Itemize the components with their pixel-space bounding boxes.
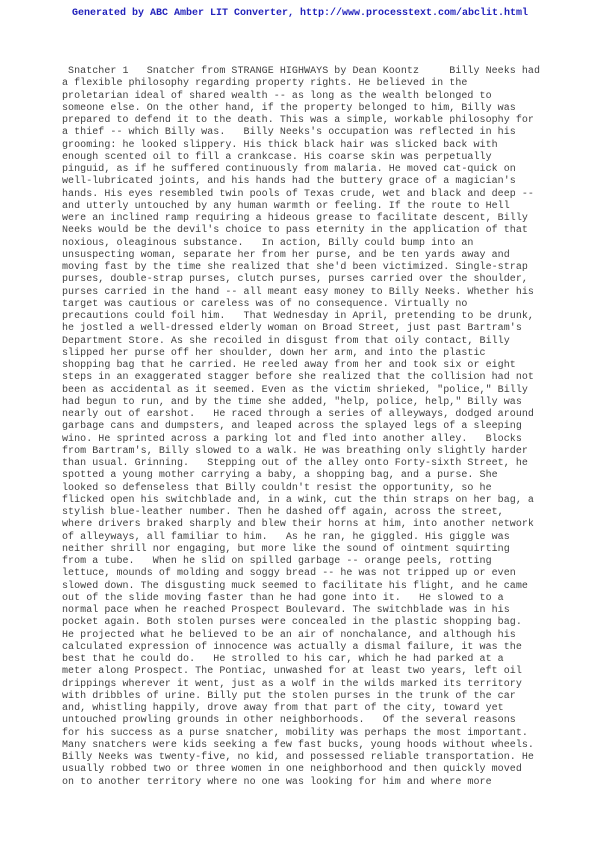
text-line: well-lubricated joints, and his hands had the buttery grace of a magician's xyxy=(62,176,516,188)
text-line: and, whistling happily, drove away from that part of the city, toward yet xyxy=(62,703,504,714)
text-line: from a tube. When he slid on spilled garbage -- orange peels, rotting xyxy=(62,556,492,567)
text-line: of alleyways, all familiar to him. As he ran, he giggled. His giggle was xyxy=(62,531,510,543)
text-line: Snatcher 1 Snatcher from STRANGE HIGHWAYS by Dean Koontz Billy Neeks had xyxy=(62,66,541,77)
text-line: noxious, oleaginous substance. In action, Billy could bump into an xyxy=(62,237,474,249)
text-line: nearly out of earshot. He raced through a series of alleyways, dodged around xyxy=(62,409,534,420)
text-line: spotted a young mother carrying a baby, a shopping bag, and a purse. She xyxy=(62,470,498,482)
text-line: meter along Prospect. The Pontiac, unwashed for at least two years, left oil xyxy=(62,666,522,678)
text-line: someone else. On the other hand, if the property belonged to him, Billy was xyxy=(62,102,516,114)
text-line: pinguid, as if he suffered continuously from malaria. He moved cat-quick on xyxy=(62,164,516,175)
text-line: best that he could do. He strolled to his car, which he had parked at a xyxy=(62,654,504,665)
text-line: stylish blue-leather number. Then he dashed off again, across the street, xyxy=(62,507,504,518)
text-line: and utterly untouched by any human warmth or feeling. If the route to Hell xyxy=(62,200,510,212)
text-line: slowed down. The disgusting muck seemed to facilitate his flight, and he came xyxy=(62,580,528,592)
text-line: had begun to run, and by the time she added, "help, police, help," Billy was xyxy=(62,396,522,408)
text-line: precautions could foil him. That Wednesday in April, pretending to be drunk, xyxy=(62,311,534,322)
text-line: on to another territory where no one was looking for him and where more xyxy=(62,776,492,788)
text-line: Billy Neeks was twenty-five, no kid, and possessed reliable transportation. He xyxy=(62,752,534,763)
text-line: Department Store. As she recoiled in disgust from that oily contact, Billy xyxy=(62,335,510,347)
text-line: flicked open his switchblade and, in a wink, cut the thin straps on her bag, a xyxy=(62,494,534,506)
text-line: he jostled a well-dressed elderly woman on Broad Street, just past Bartram's xyxy=(62,323,522,335)
text-line: with dribbles of urine. Billy put the stolen purses in the trunk of the car xyxy=(62,690,516,702)
text-line: steps in an exaggerated stagger before she realized that the collision had not xyxy=(62,372,534,384)
text-line: for his success as a purse snatcher, mobility was perhaps the most important. xyxy=(62,727,528,739)
text-line: Many snatchers were kids seeking a few fast bucks, young hoods without wheels. xyxy=(62,739,534,751)
text-line: shopping bag that he carried. He reeled away from her and took six or eight xyxy=(62,360,516,371)
text-line: pocket again. Both stolen purses were concealed in the plastic shopping bag. xyxy=(62,617,522,629)
text-line: calculated expression of innocence was actually a dismal failure, it was the xyxy=(62,641,522,653)
text-line: neither shrill nor engaging, but more like the sound of ointment squirting xyxy=(62,543,510,555)
text-line: target was cautious or careless was of no consequence. Virtually no xyxy=(62,298,468,310)
text-line: wino. He sprinted across a parking lot and fled into another alley. Blocks xyxy=(62,433,522,445)
text-line: Neeks would be the devil's choice to pass eternity in the application of that xyxy=(62,225,528,237)
text-line: garbage cans and dumpsters, and leaped across the splayed legs of a sleeping xyxy=(62,421,522,433)
text-line: purses, double-strap purses, clutch purses, purses carried over the shoulder, xyxy=(62,274,528,286)
text-line: out of the slide moving faster than he had gone into it. He slowed to a xyxy=(62,592,504,604)
text-line: than usual. Grinning. Stepping out of the alley onto Forty-sixth Street, he xyxy=(62,458,528,469)
text-line: from Bartram's, Billy slowed to a walk. He was breathing only slightly harder xyxy=(62,445,528,457)
text-line: untouched prowling grounds in other neighborhoods. Of the several reasons xyxy=(62,715,516,727)
text-line: where drivers braked sharply and blew their horns at him, into another network xyxy=(62,519,534,531)
text-line: lettuce, mounds of molding and soggy bread -- he was not tripped up or even xyxy=(62,568,516,580)
text-line: usually robbed two or three women in one neighborhood and then quickly moved xyxy=(62,764,522,776)
text-line: were an inclined ramp requiring a hideous grease to facilitate descent, Billy xyxy=(62,213,528,224)
text-line: hands. His eyes resembled twin pools of Texas crude, wet and black and deep -- xyxy=(62,188,534,200)
text-line: drippings wherever it went, just as a wolf in the wilds marked its territory xyxy=(62,678,522,690)
text-line: looked so defenseless that Billy couldn't resist the opportunity, so he xyxy=(62,482,492,494)
text-line: unsuspecting woman, separate her from her purse, and be ten yards away and xyxy=(62,249,510,261)
text-line: grooming: he looked slippery. His thick black hair was slicked back with xyxy=(62,139,498,151)
text-line: a thief -- which Billy was. Billy Neeks's occupation was reflected in his xyxy=(62,127,516,139)
text-line: been as accidental as it seemed. Even as the victim shrieked, "police," Billy xyxy=(62,384,528,396)
text-line: normal pace when he reached Prospect Boulevard. The switchblade was in his xyxy=(62,605,510,616)
converter-header-link[interactable]: Generated by ABC Amber LIT Converter, http://www.processtext.com/abclit.html xyxy=(71,8,529,19)
text-line: prepared to defend it to the death. This was a simple, workable philosophy for xyxy=(62,115,534,126)
text-line: purses carried in the hand -- all meant easy money to Billy Neeks. Whether his xyxy=(62,286,534,298)
text-line: proletarian ideal of shared wealth -- as long as the wealth belonged to xyxy=(62,90,492,102)
text-line: slipped her purse off her shoulder, down her arm, and into the plastic xyxy=(62,347,486,359)
text-line: moving fast by the time she realized that she'd been victimized. Single-strap xyxy=(62,262,528,273)
text-line: He projected what he believed to be an air of nonchalance, and although his xyxy=(62,629,516,641)
document-text xyxy=(62,66,554,789)
text-line: a flexible philosophy regarding property rights. He believed in the xyxy=(62,78,468,90)
text-line: enough scented oil to fill a crankcase. His coarse skin was perpetually xyxy=(62,151,492,163)
